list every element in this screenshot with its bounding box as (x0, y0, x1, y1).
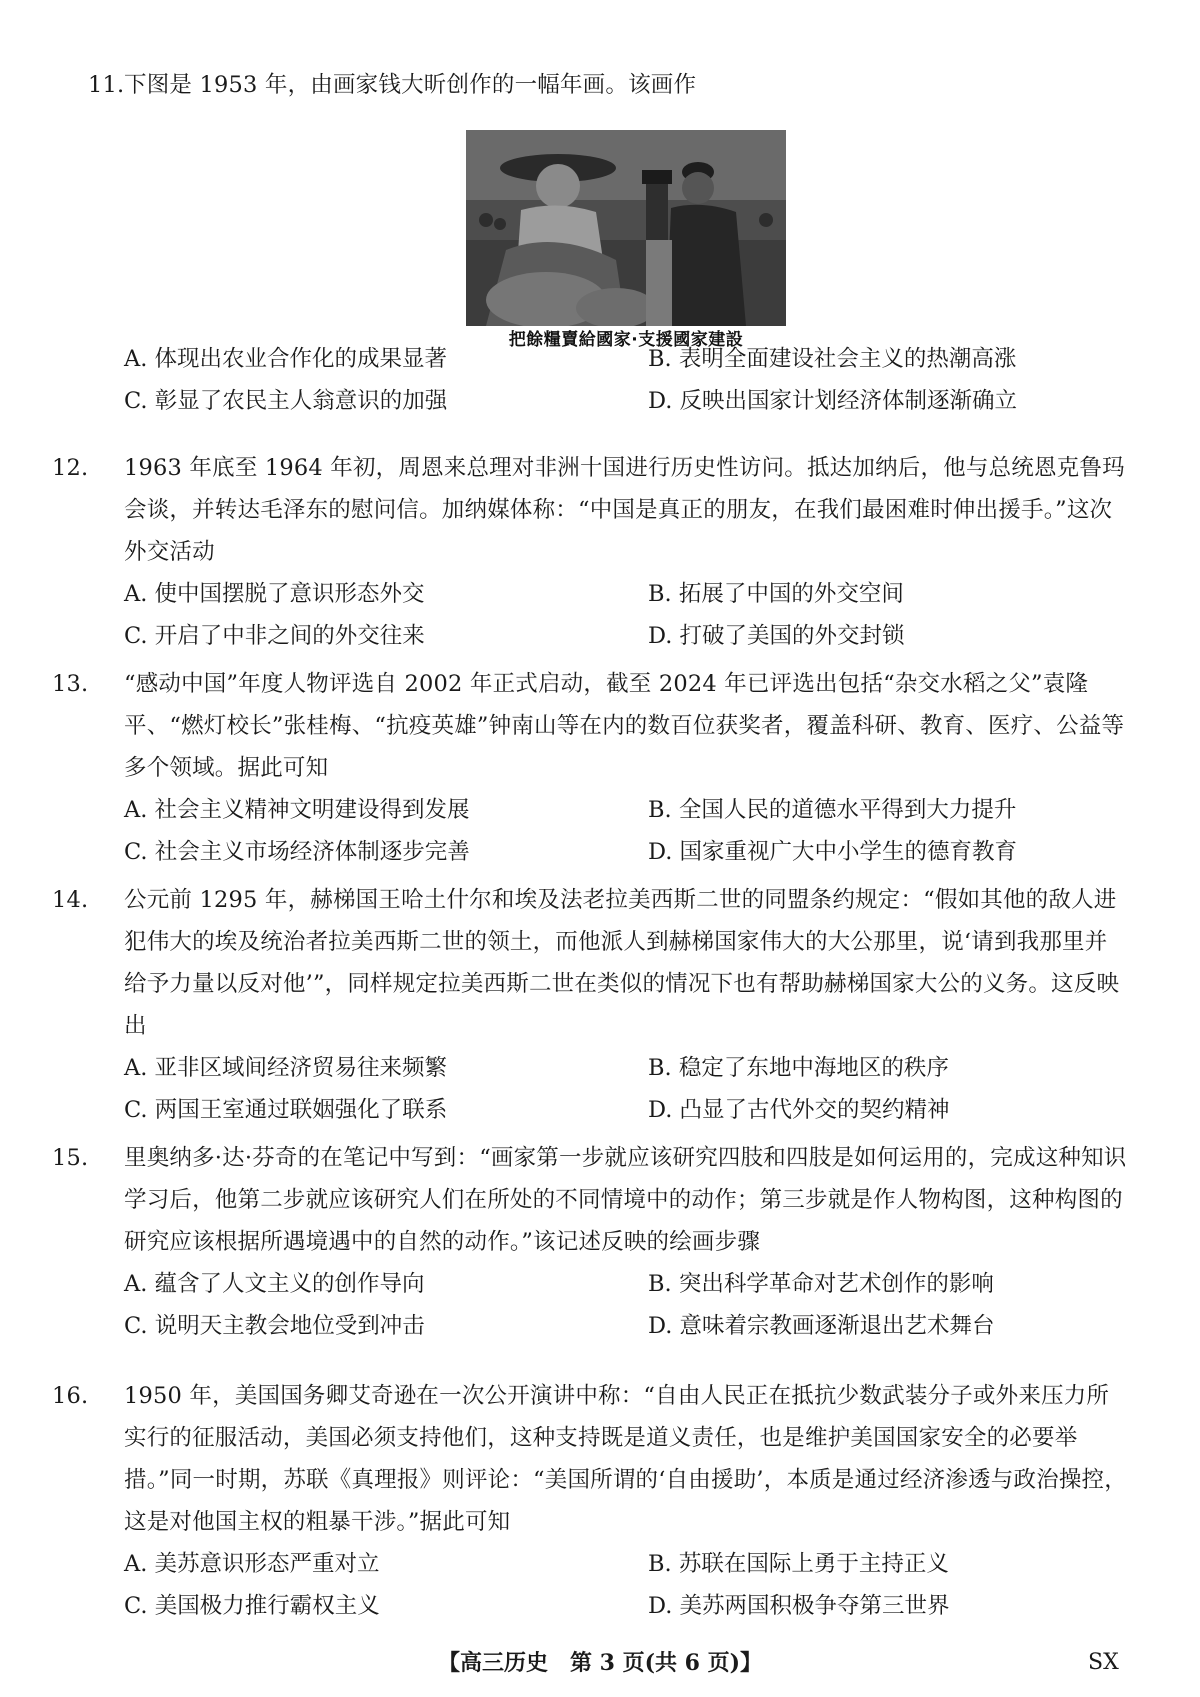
question-number: 15. (52, 1145, 89, 1171)
option-b[interactable]: B. 表明全面建设社会主义的热潮高涨 (648, 346, 1017, 372)
option-b[interactable]: B. 苏联在国际上勇于主持正义 (648, 1551, 949, 1577)
question-stem (52, 1375, 1128, 1543)
question-stem (52, 1137, 1128, 1263)
question-stem (52, 663, 1128, 789)
option-d[interactable]: D. 反映出国家计划经济体制逐渐确立 (648, 388, 1018, 414)
question-12 (52, 447, 1128, 657)
question-text: 下图是 1953 年，由画家钱大昕创作的一幅年画。该画作 (124, 72, 697, 98)
painting-caption: 把餘糧賣給國家·支援國家建設 (508, 330, 744, 350)
option-b[interactable]: B. 突出科学革命对艺术创作的影响 (648, 1271, 994, 1297)
option-d[interactable]: D. 美苏两国积极争夺第三世界 (648, 1593, 950, 1619)
question-text: 公元前 1295 年，赫梯国王哈土什尔和埃及法老拉美西斯二世的同盟条约规定：“假如其他的敌人进犯伟大的埃及统治者拉美西斯二世的领土，而他派人到赫梯国家伟大的大公那里，说‘请到我那里并给予力量以反对他’”，同样规定拉美西斯二世在类似的情况下也有帮助赫梯国家大公的义务。这反映出 (124, 887, 1120, 1039)
question-15 (52, 1137, 1128, 1347)
question-number: 13. (52, 671, 89, 697)
question-11-options (88, 338, 1128, 422)
option-d[interactable]: D. 打破了美国的外交封锁 (648, 623, 905, 649)
page-footer (0, 1645, 1200, 1681)
option-d[interactable]: D. 凸显了古代外交的契约精神 (648, 1097, 950, 1123)
question-stem (52, 447, 1128, 573)
option-a[interactable]: A. 社会主义精神文明建设得到发展 (124, 797, 470, 823)
question-number: 14. (52, 887, 89, 913)
option-c[interactable]: C. 说明天主教会地位受到冲击 (124, 1313, 425, 1339)
new-year-painting-figure (466, 130, 786, 356)
question-14 (52, 879, 1128, 1131)
option-b[interactable]: B. 全国人民的道德水平得到大力提升 (648, 797, 1017, 823)
footer-title: 【高三历史 第 3 页(共 6 页)】 (437, 1650, 763, 1676)
option-a[interactable]: A. 蕴含了人文主义的创作导向 (124, 1271, 425, 1297)
question-number: 11. (88, 72, 125, 98)
question-16 (52, 1375, 1128, 1627)
option-a[interactable]: A. 亚非区域间经济贸易往来频繁 (124, 1055, 448, 1081)
question-text: “感动中国”年度人物评选自 2002 年正式启动，截至 2024 年已评选出包括“杂交水稻之父”袁隆平、“燃灯校长”张桂梅、“抗疫英雄”钟南山等在内的数百位获奖者，覆盖科研、教育、医疗、公益等多个领域。据此可知 (124, 671, 1125, 781)
option-c[interactable]: C. 两国王室通过联姻强化了联系 (124, 1097, 448, 1123)
option-a[interactable]: A. 体现出农业合作化的成果显著 (124, 346, 448, 372)
question-text: 1963 年底至 1964 年初，周恩来总理对非洲十国进行历史性访问。抵达加纳后，他与总统恩克鲁玛会谈，并转达毛泽东的慰问信。加纳媒体称：“中国是真正的朋友，在我们最困难时伸出援手。”这次外交活动 (124, 455, 1125, 565)
question-11 (88, 64, 1128, 106)
question-13 (52, 663, 1128, 873)
option-d[interactable]: D. 意味着宗教画逐渐退出艺术舞台 (648, 1313, 995, 1339)
option-b[interactable]: B. 拓展了中国的外交空间 (648, 581, 904, 607)
option-d[interactable]: D. 国家重视广大中小学生的德育教育 (648, 839, 1018, 865)
painting-image (466, 130, 786, 326)
question-stem (52, 879, 1128, 1047)
option-a[interactable]: A. 美苏意识形态严重对立 (124, 1551, 380, 1577)
option-c[interactable]: C. 美国极力推行霸权主义 (124, 1593, 380, 1619)
footer-code: SX (1088, 1650, 1119, 1675)
question-number: 16. (52, 1383, 89, 1409)
option-c[interactable]: C. 彰显了农民主人翁意识的加强 (124, 388, 448, 414)
question-text: 里奥纳多·达·芬奇的在笔记中写到：“画家第一步就应该研究四肢和四肢是如何运用的，完成这种知识学习后，他第二步就应该研究人们在所处的不同情境中的动作；第三步就是作人物构图，这种构图的研究应该根据所遇境遇中的自然的动作。”该记述反映的绘画步骤 (124, 1145, 1127, 1255)
question-number: 12. (52, 455, 89, 481)
option-b[interactable]: B. 稳定了东地中海地区的秩序 (648, 1055, 949, 1081)
option-c[interactable]: C. 社会主义市场经济体制逐步完善 (124, 839, 470, 865)
question-stem (88, 64, 1128, 106)
option-c[interactable]: C. 开启了中非之间的外交往来 (124, 623, 425, 649)
question-text: 1950 年，美国国务卿艾奇逊在一次公开演讲中称：“自由人民正在抵抗少数武装分子或外来压力所实行的征服活动，美国必须支持他们，这种支持既是道义责任，也是维护美国国家安全的必要举措。”同一时期，苏联《真理报》则评论：“美国所谓的‘自由援助’，本质是通过经济渗透与政治操控，这是对他国主权的粗暴干涉。”据此可知 (124, 1383, 1127, 1535)
option-a[interactable]: A. 使中国摆脱了意识形态外交 (124, 581, 425, 607)
